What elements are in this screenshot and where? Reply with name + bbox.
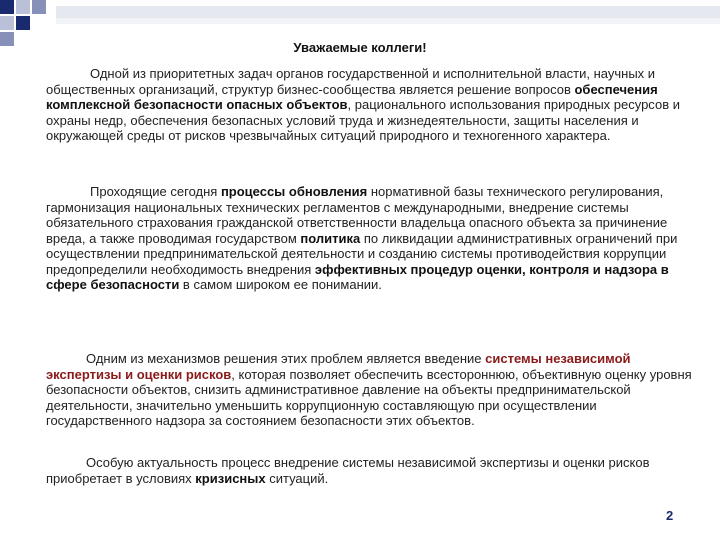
p3-text-2: , которая позволяет обеспечить всестороннюю, объективную оценку уровня безопасности объектов, снизить административное давление на объекты предпринимательской деятельности, значительно уменьшить коррупционную составляющую при осуществлении государственного надзора за состоянием безопасности этих объектов. [46,366,692,428]
page-number: 2 [666,508,674,523]
p4-text-1: Особую актуальность процесс внедрение системы независимой экспертизы и оценки рисков приобретает в условиях [46,455,650,486]
paragraph-2 [46,184,706,293]
p2-text-4: в самом широком ее понимании. [179,277,382,292]
p2-bold-2: политика [300,230,361,246]
paragraph-1 [46,66,706,144]
p3-text-1: Одним из механизмов решения этих проблем является введение [86,351,486,366]
p4-bold-1: кризисных [195,470,266,486]
page-title: Уважаемые коллеги! [293,40,427,55]
p4-text-2: ситуаций. [265,470,329,486]
paragraph-3 [46,351,706,429]
p2-bold-1: процессы обновления [220,184,368,199]
p3-highlight-red: системы независимой экспертизы и оценки рисков [46,351,631,382]
paragraph-4 [46,455,706,486]
p1-bold-1: обеспечения комплексной безопасности опасных объектов [46,81,658,112]
p2-text-3: по ликвидации административных ограничений при осуществлении предпринимательской деятельности и созданию системы противодействия коррупции предопределили необходимость внедрения [46,230,678,277]
p2-text-1: Проходящие сегодня [90,184,221,199]
p1-text-1: Одной из приоритетных задач органов государственной и исполнительной власти, научных и общественных организаций, структур бизнес-сообщества является решение вопросов [46,66,656,97]
p2-text-2: нормативной базы технического регулирования, гармонизация национальных технических регламентов с международными, внедрение системы обязательного страхования гражданской ответственности владельца опасного объекта за причинение вреда, а также проводимая государством [46,184,668,246]
p1-text-2: , рационального использования природных ресурсов и охраны недр, обеспечения безопасных условий труда и жизнедеятельности, защиты населения и окружающей среды от рисков чрезвычайных ситуаций природного и техногенного характера. [46,97,680,143]
p2-bold-3: эффективных процедур оценки, контроля и надзора в сфере безопасности [46,261,669,292]
